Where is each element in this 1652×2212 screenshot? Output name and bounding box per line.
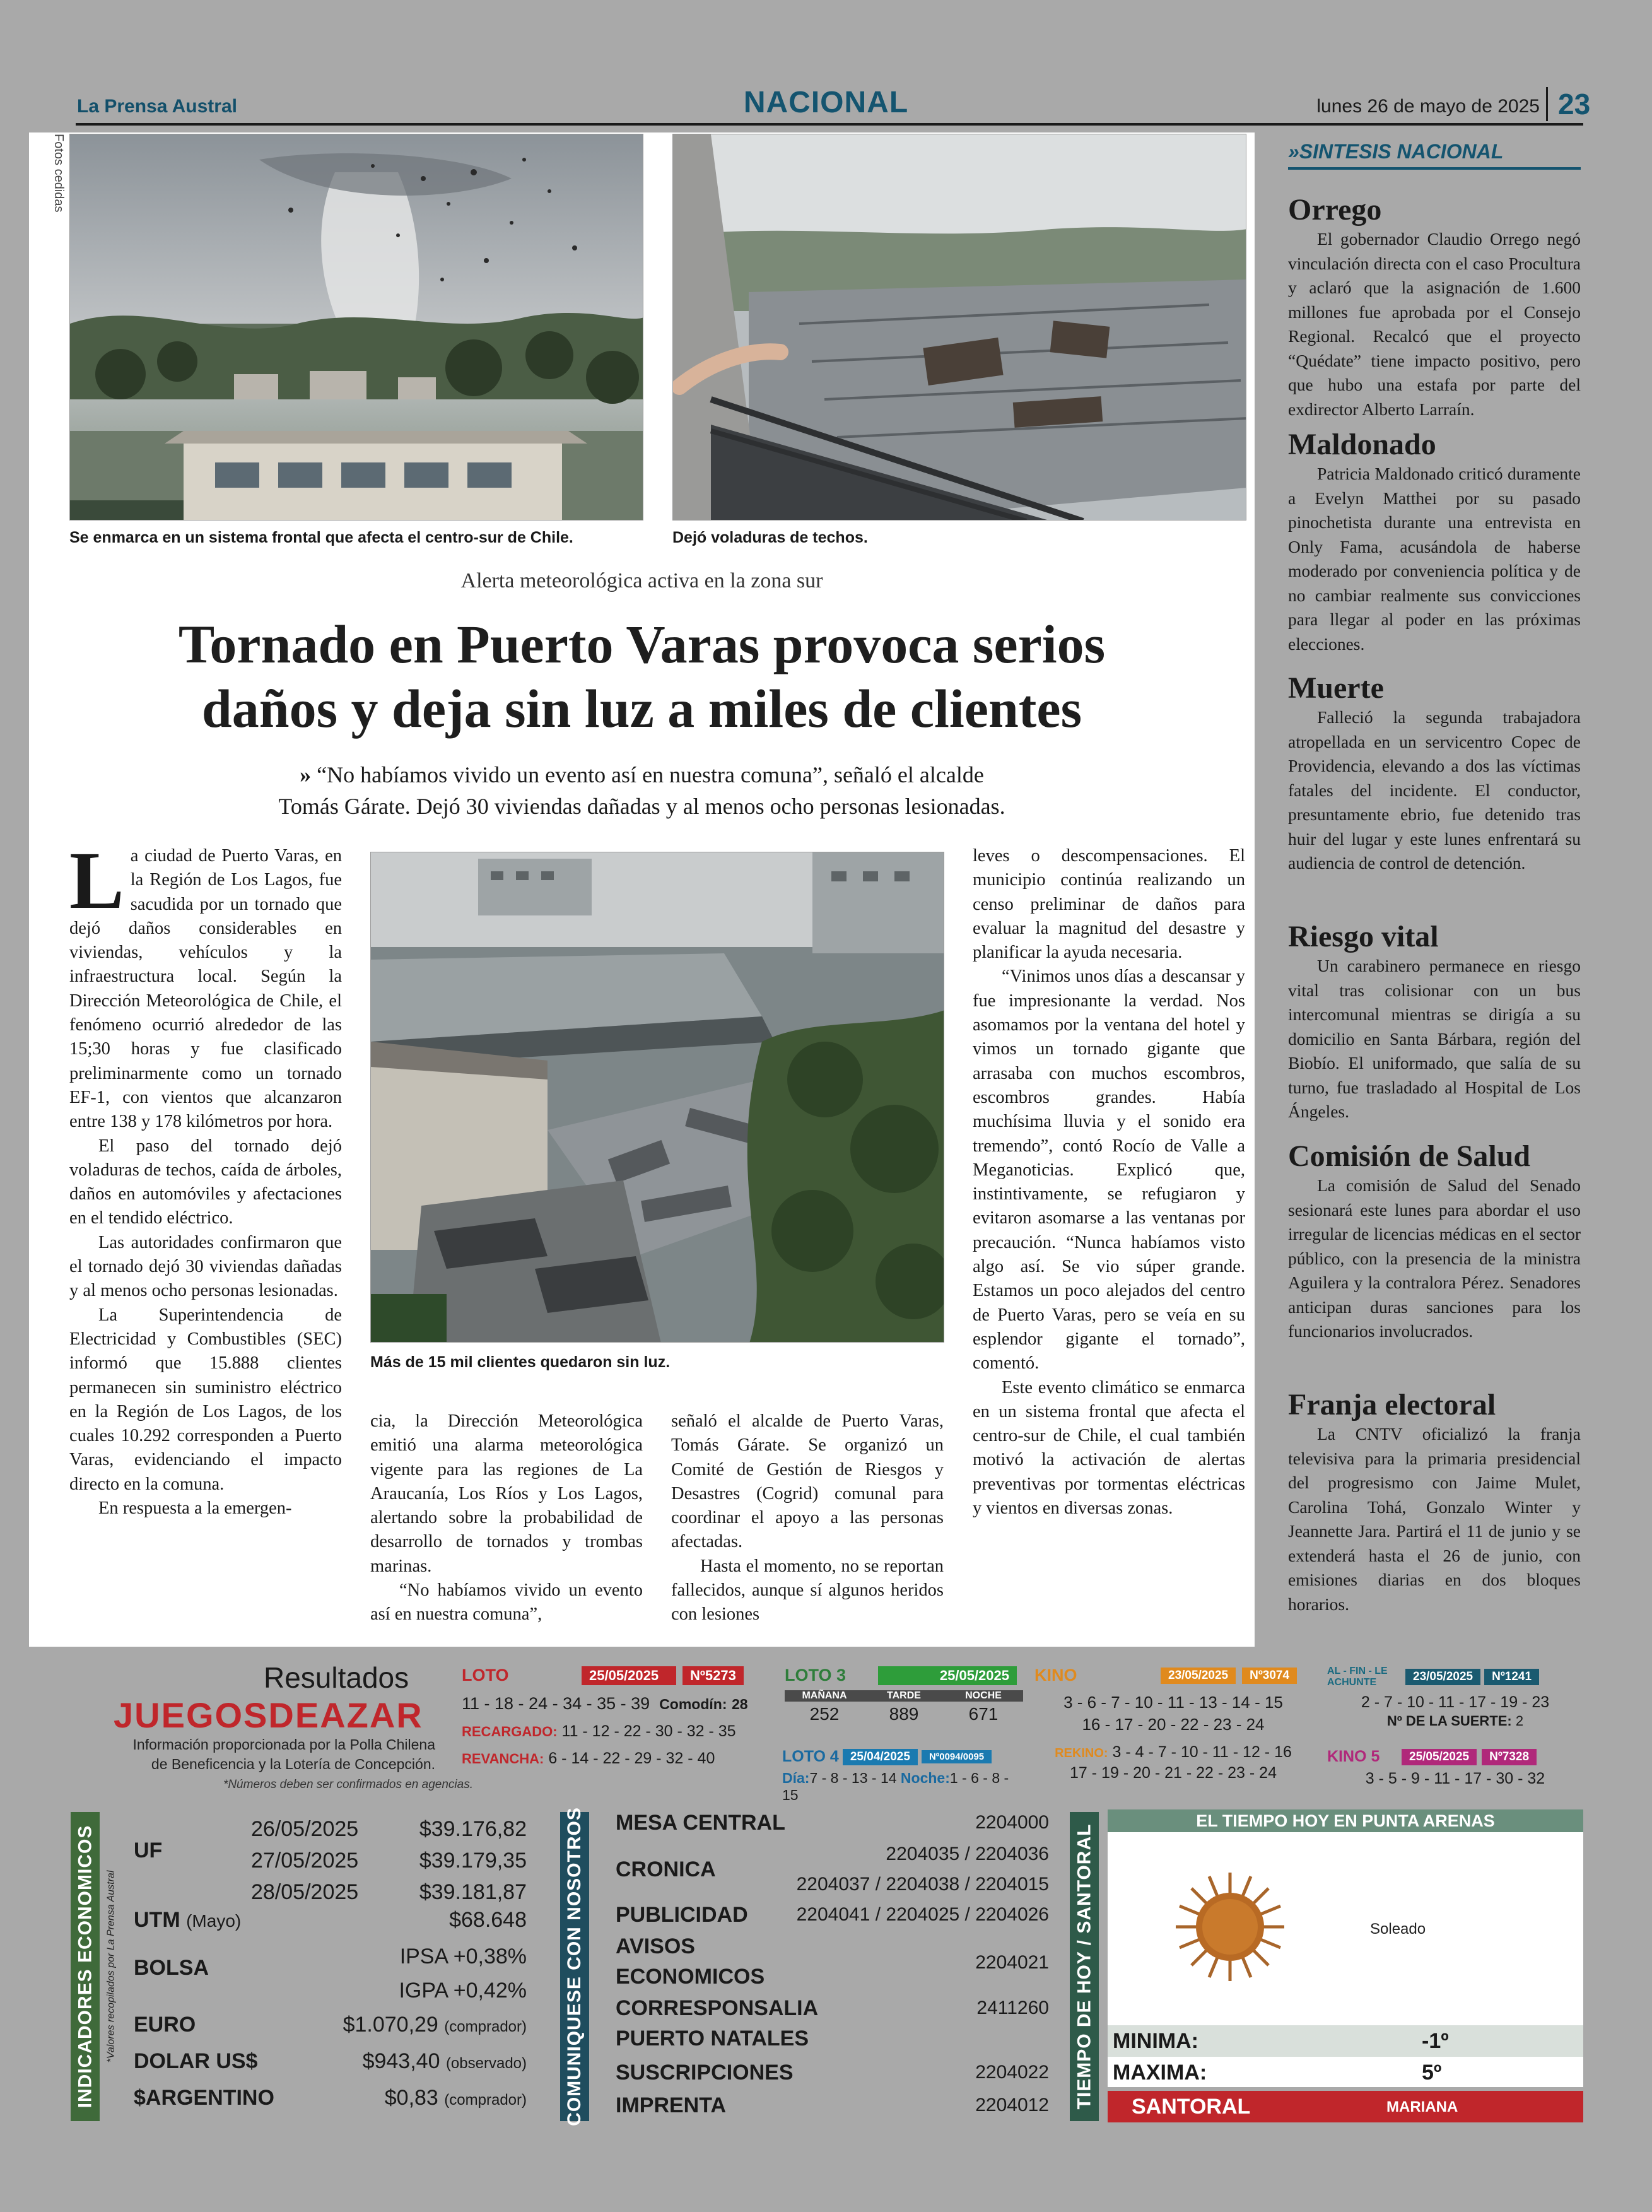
col4-paragraph-3: Este evento climático se enmarca en un sistema frontal que afecta el centro-sur de Chile, el cual también motivó la activación de alertas preventivas por tormentas eléctricas y vientos en diversas zonas. [973,1377,1245,1519]
weather-condition: Soleado [1370,1921,1426,1938]
loto-recargado: 11 - 12 - 22 - 30 - 32 - 35 [561,1722,736,1740]
alfin-numbers: 2 - 7 - 10 - 11 - 17 - 19 - 23 [1361,1693,1550,1711]
lottery-note: *Números deben ser confirmados en agencias. [223,1778,473,1791]
dolar-label: DOLAR US$ [134,2049,258,2073]
contact-label: PUERTO NATALES [616,2027,809,2050]
sidebar-item-title: Comisión de Salud [1288,1139,1531,1173]
chevron-right-icon: » [1288,140,1299,163]
sidebar-item-muerte [1288,671,1581,876]
sidebar-item-title: Muerte [1288,671,1384,705]
deck-line-1: “No habíamos vivido un evento así en nuestra comuna”, señaló el alcalde [317,762,984,787]
contact-label: CORRESPONSALIA [616,1996,819,2020]
article-column-1 [69,835,342,1521]
sidebar-title: »SINTESIS NACIONAL [1288,140,1581,170]
headline-line-1: Tornado en Puerto Varas provoca serios [178,614,1106,674]
sidebar-item-text: Un carabinero permanece en riesgo vital tras colisionar con un bus intercomunal mientras se dirigía a su domicilio en Santa Bárbara, región del Biobío. El uniformado, que salía de su turno, fue trasladado al Hospital de Los Ángeles. [1288,956,1581,1121]
article-kicker: Alerta meteorológica activa en la zona sur [460,569,823,592]
loto3-afternoon: 889 [889,1704,919,1724]
loto3-morning: 252 [809,1704,840,1724]
article-column-3 [671,1409,944,1627]
roof-damage-photo [672,134,1246,521]
loto4-box: LOTO 4 25/04/2025 Nº0094/0095 Día:7 - 8 - 13 - 14 Noche:1 - 6 - 8 - 15 [782,1748,1009,1803]
col4-paragraph-2: “Vinimos unos días a descansar y fue impresionante la verdad. Nos asomamos por la ventana del hotel y vimos un tornado gigante que arrasaba con muchos escombros, escombros grandes. Había muchísima lluvia y el sonido era tremendo”, contó Rocío de Valle a Meganoticias. Explicó que, instintivamente, se refugiaron y evitaron asomarse a las ventanas por precaución. “Nunca habíamos visto algo así. Se vio súper grande. Estamos un poco alejados del centro de Puerto Varas, pero se veía en su esplendor gigante el tornado”, comentó. [973,967,1245,1374]
kino5-box [1327,1748,1583,1788]
kino-draw: Nº3074 [1242,1668,1297,1684]
photo-caption-2: Dejó voladuras de techos. [672,529,868,546]
loto-box: LOTO 25/05/2025 Nº5273 11 - 18 - 24 - 34 - 35 - 39 Comodín: 28 RECARGADO: 11 - 12 - 22 - 30 - 32 - 35 REVANCHA: 6 - 14 - 22 - 29 - 32 - 40 [462,1666,748,1767]
lottery-results-label: Resultados [264,1661,409,1694]
euro-value: $1.070,29 [343,2013,438,2037]
loto4-draw: Nº0094/0095 [922,1750,992,1763]
ars-label: $ARGENTINO [134,2086,274,2110]
loto-numbers: 11 - 18 - 24 - 34 - 35 - 39 [462,1694,650,1713]
min-label: MINIMA: [1113,2029,1198,2053]
santoral-name: MARIANA [1386,2098,1458,2115]
contacts-bar: COMUNIQUESE CON NOSOTROS [560,1812,589,2121]
contact-label: IMPRENTA [616,2093,727,2117]
bolsa-values: IPSA +0,38% IGPA +0,42% [399,1944,527,2003]
loto4-night: 1 - 6 - 8 - 15 [782,1770,1009,1803]
lottery-brand: JUEGOSDEAZAR [114,1695,423,1735]
euro-label: EURO [134,2013,196,2037]
utm-value: $68.648 [449,1908,527,1932]
loto4-name: LOTO 4 [782,1748,839,1765]
issue-date: lunes 26 de mayo de 2025 [1316,96,1540,117]
damaged-town-photo [370,852,944,1343]
min-value: -1º [1422,2029,1449,2053]
rekino-line-2: 17 - 19 - 20 - 21 - 22 - 23 - 24 [1070,1764,1277,1782]
contact-number: 2204041 / 2204025 / 2204026 [796,1904,1049,1925]
sun-icon [1173,1870,1287,1984]
loto-comodin: 28 [732,1696,748,1712]
indicators-bar: INDICADORES ECONOMICOS [71,1812,100,2121]
contact-number: 2204037 / 2204038 / 2204015 [796,1874,1049,1895]
kino-line-1: 3 - 6 - 7 - 10 - 11 - 13 - 14 - 15 [1063,1693,1283,1712]
loto3-name: LOTO 3 [785,1666,847,1685]
kino-line-2: 16 - 17 - 20 - 22 - 23 - 24 [1082,1715,1265,1734]
uf-label: UF [134,1838,163,1862]
kino5-date: 25/05/2025 [1402,1749,1477,1765]
loto3-night: 671 [968,1704,999,1724]
kino-name: KINO [1034,1666,1077,1685]
rekino-line-1: 3 - 4 - 7 - 10 - 11 - 12 - 16 [1112,1743,1292,1761]
santoral-label: SANTORAL [1132,2095,1251,2119]
kino5-numbers: 3 - 5 - 9 - 11 - 17 - 30 - 32 [1365,1770,1545,1787]
lottery-info: Información proporcionada por la Polla Chilena de Beneficencia y la Lotería de Concepción. [132,1736,435,1772]
max-value: 5º [1422,2061,1442,2085]
col1-paragraph-5: En respuesta a la emergen- [98,1498,292,1519]
article-deck [29,759,1255,822]
kino-date: 23/05/2025 [1161,1668,1236,1684]
sidebar-item-title: Orrego [1288,193,1382,226]
sidebar-item-title: Riesgo vital [1288,920,1439,953]
contact-number: 2204035 / 2204036 [886,1844,1049,1864]
loto4-day: 7 - 8 - 13 - 14 [809,1770,897,1786]
sidebar-item-franja-electoral [1288,1388,1581,1616]
col1-paragraph-1: a ciudad de Puerto Varas, en la Región de Los Lagos, fue sacudida por un tornado que dejó daños considerables en viviendas, vehículos y la infraestructura local. Según la Dirección Meteorológica de Chile, el fenómeno ocurrió alrededor de las 15;30 horas y fue clasificado preliminarmente como un tornado EF-1, con vientos que alcanzaron entre 138 y 178 kilómetros por hora. [69,846,342,1132]
contact-number: 2411260 [976,1997,1049,2018]
weather-bar: TIEMPO DE HOY / SANTORAL [1070,1812,1099,2121]
col4-paragraph-1: leves o descompensaciones. El municipio continúa realizando un censo preliminar de daños para evaluar la magnitud del desastre y planificar la ayuda necesaria. [973,846,1245,963]
col3-paragraph-1: señaló el alcalde de Puerto Varas, Tomás Gárate. Se organizó un Comité de Gestión de Riesgos y Desastres (Cogrid) comunal para coordinar el apoyo a las personas afectadas. [671,1411,944,1552]
bolsa-label: BOLSA [134,1956,209,1980]
contact-number: 2204000 [975,1812,1049,1833]
contact-number: 2204022 [975,2062,1049,2083]
section-title: NACIONAL [743,86,909,119]
col2-paragraph-2: “No habíamos vivido un evento así en nuestra comuna”, [370,1580,643,1625]
photo-caption-3: Más de 15 mil clientes quedaron sin luz. [370,1353,671,1371]
alfin-box: AL - FIN - LE ACHUNTE 23/05/2025 Nº1241 2 - 7 - 10 - 11 - 17 - 19 - 23 Nº DE LA SUERTE: 2 [1327,1666,1583,1729]
contact-number: 2204012 [975,2095,1049,2115]
tornado-photo [69,134,643,521]
indicators-note: *Valores recopilados por La Prensa Austral [105,1870,117,2063]
col3-paragraph-2: Hasta el momento, no se reportan fallecidos, aunque sí algunos heridos con lesiones [671,1556,944,1625]
chevron-right-icon: » [300,762,317,787]
sidebar-item-text: La CNTV oficializó la franja televisiva para la primaria presidencial del progresismo con Jaime Mulet, Carolina Tohá, Gonzalo Winter y Jeannette Jara. Partirá el 11 de junio y se extenderá hasta el 26 de junio, con emisiones diarias en dos bloques horarios. [1288,1424,1581,1614]
dolar-value: $943,40 [362,2049,440,2073]
col1-paragraph-2: El paso del tornado dejó voladuras de techos, caída de árboles, daños en automóviles y afectaciones en el tendido eléctrico. [69,1136,342,1228]
sidebar-item-text: La comisión de Salud del Senado sesionará este lunes para abordar el uso irregular de licencias médicas en el sector público, con la presencia de la ministra Aguilera y la contralora Pérez. Senadores anticipan duras sanciones para los funcionarios involucrados. [1288,1175,1581,1341]
contact-number: 2204021 [975,1952,1049,1973]
alfin-date: 23/05/2025 [1405,1669,1480,1685]
loto-revancha: 6 - 14 - 22 - 29 - 32 - 40 [548,1750,715,1767]
col2-paragraph-1: cia, la Dirección Meteorológica emitió una alarma meteorológica vigente para las regiones de La Araucanía, Los Ríos y Los Lagos, alertando sobre la probabilidad de desarrollo de tornados y trombas marinas. [370,1411,643,1576]
deck-line-2: Tomás Gárate. Dejó 30 viviendas dañadas y al menos ocho personas lesionadas. [278,794,1005,819]
uf-values: $39.176,82 $39.179,35 $39.181,87 [419,1817,527,1904]
loto-draw: Nº5273 [682,1666,744,1685]
newspaper-name: La Prensa Austral [77,96,237,117]
kino-box: KINO 23/05/2025 Nº3074 3 - 6 - 7 - 10 - 11 - 13 - 14 - 15 16 - 17 - 20 - 22 - 23 - 24 REKINO: 3 - 4 - 7 - 10 - 11 - 12 - 16 17 - 19 - 20 - 21 - 22 - 23 - 24 [1034,1666,1312,1782]
sidebar-item-title: Maldonado [1288,428,1436,461]
contact-label: PUBLICIDAD [616,1903,748,1927]
uf-dates: 26/05/2025 27/05/2025 28/05/2025 [251,1817,359,1904]
alfin-draw: Nº1241 [1484,1669,1539,1685]
contact-label: MESA CENTRAL [616,1811,785,1835]
contact-label: SUSCRIPCIONES [616,2061,794,2085]
col1-paragraph-4: La Superintendencia de Electricidad y Combustibles (SEC) informó que 15.888 clientes permanecen sin suministro eléctrico en la Región de Los Lagos, de los cuales 10.292 corresponden a Puerto Varas, evidenciando el impacto directo en la comuna. [69,1305,342,1494]
kino5-draw: Nº7328 [1482,1749,1537,1765]
page-number: 23 [1546,87,1590,121]
drop-cap: L [69,835,124,926]
loto-date: 25/05/2025 [582,1666,676,1685]
contact-label: AVISOS [616,1934,695,1958]
max-label: MAXIMA: [1113,2061,1207,2085]
sidebar-item-riesgo-vital [1288,920,1581,1124]
article-headline [29,612,1255,741]
loto-name: LOTO [462,1666,509,1685]
article-column-2 [370,1409,643,1627]
header-rule [76,123,1583,126]
article-column-4 [973,844,1245,1521]
contact-label: CRONICA [616,1857,716,1881]
col1-paragraph-3: Las autoridades confirmaron que el tornado dejó 30 viviendas dañadas y al menos ocho personas lesionadas. [69,1232,342,1301]
photo-caption-1: Se enmarca en un sistema frontal que afecta el centro-sur de Chile. [69,529,573,546]
kino5-name: KINO 5 [1327,1748,1380,1765]
sidebar-item-text: Patricia Maldonado criticó duramente a Evelyn Matthei por su pasado pinochetista durante una entrevista en Only Fama, acusándola de haberse moderado por conveniencia política y de no cambiar realmente sus convicciones para llegar al poder en las próximas elecciones. [1288,464,1581,654]
alfin-name: AL - FIN - LE ACHUNTE [1327,1666,1388,1688]
loto3-box: LOTO 3 25/05/2025 MAÑANA TARDE NOCHE 252 889 671 [785,1666,1023,1724]
sidebar-item-text: El gobernador Claudio Orrego negó vinculación directa con el caso Procultura y aclaró que la asignación de 1.600 millones fue aprobada por el Consejo Regional. Recalcó que el proyecto “Quédate” tiene impacto positivo, pero que hubo una estafa por parte del exdirector Alberto Larraín. [1288,229,1581,419]
alfin-lucky-number: 2 [1515,1713,1524,1729]
sidebar-item-orrego [1288,193,1581,421]
sidebar-item-comision-salud [1288,1139,1581,1344]
weather-title: EL TIEMPO HOY EN PUNTA ARENAS [1108,1809,1583,1832]
sidebar-item-text: Falleció la segunda trabajadora atropellada en un servicentro Copec de Providencia, elevando a dos las víctimas fatales del incidente. El conductor, presuntamente ebrio, fue detenido tras huir del lugar y este lunes enfrentará su audiencia de control de detención. [1288,707,1581,873]
ars-value: $0,83 [384,2086,438,2110]
contact-label: ECONOMICOS [616,1965,765,1989]
photo-credit: Fotos cedidas [52,134,66,213]
loto3-date: 25/05/2025 [878,1666,1017,1685]
loto4-date: 25/04/2025 [843,1749,918,1765]
sidebar-item-maldonado [1288,428,1581,656]
sidebar-item-title: Franja electoral [1288,1388,1496,1421]
utm-label: UTM [134,1908,180,1932]
headline-line-2: daños y deja sin luz a miles de clientes [201,678,1082,739]
